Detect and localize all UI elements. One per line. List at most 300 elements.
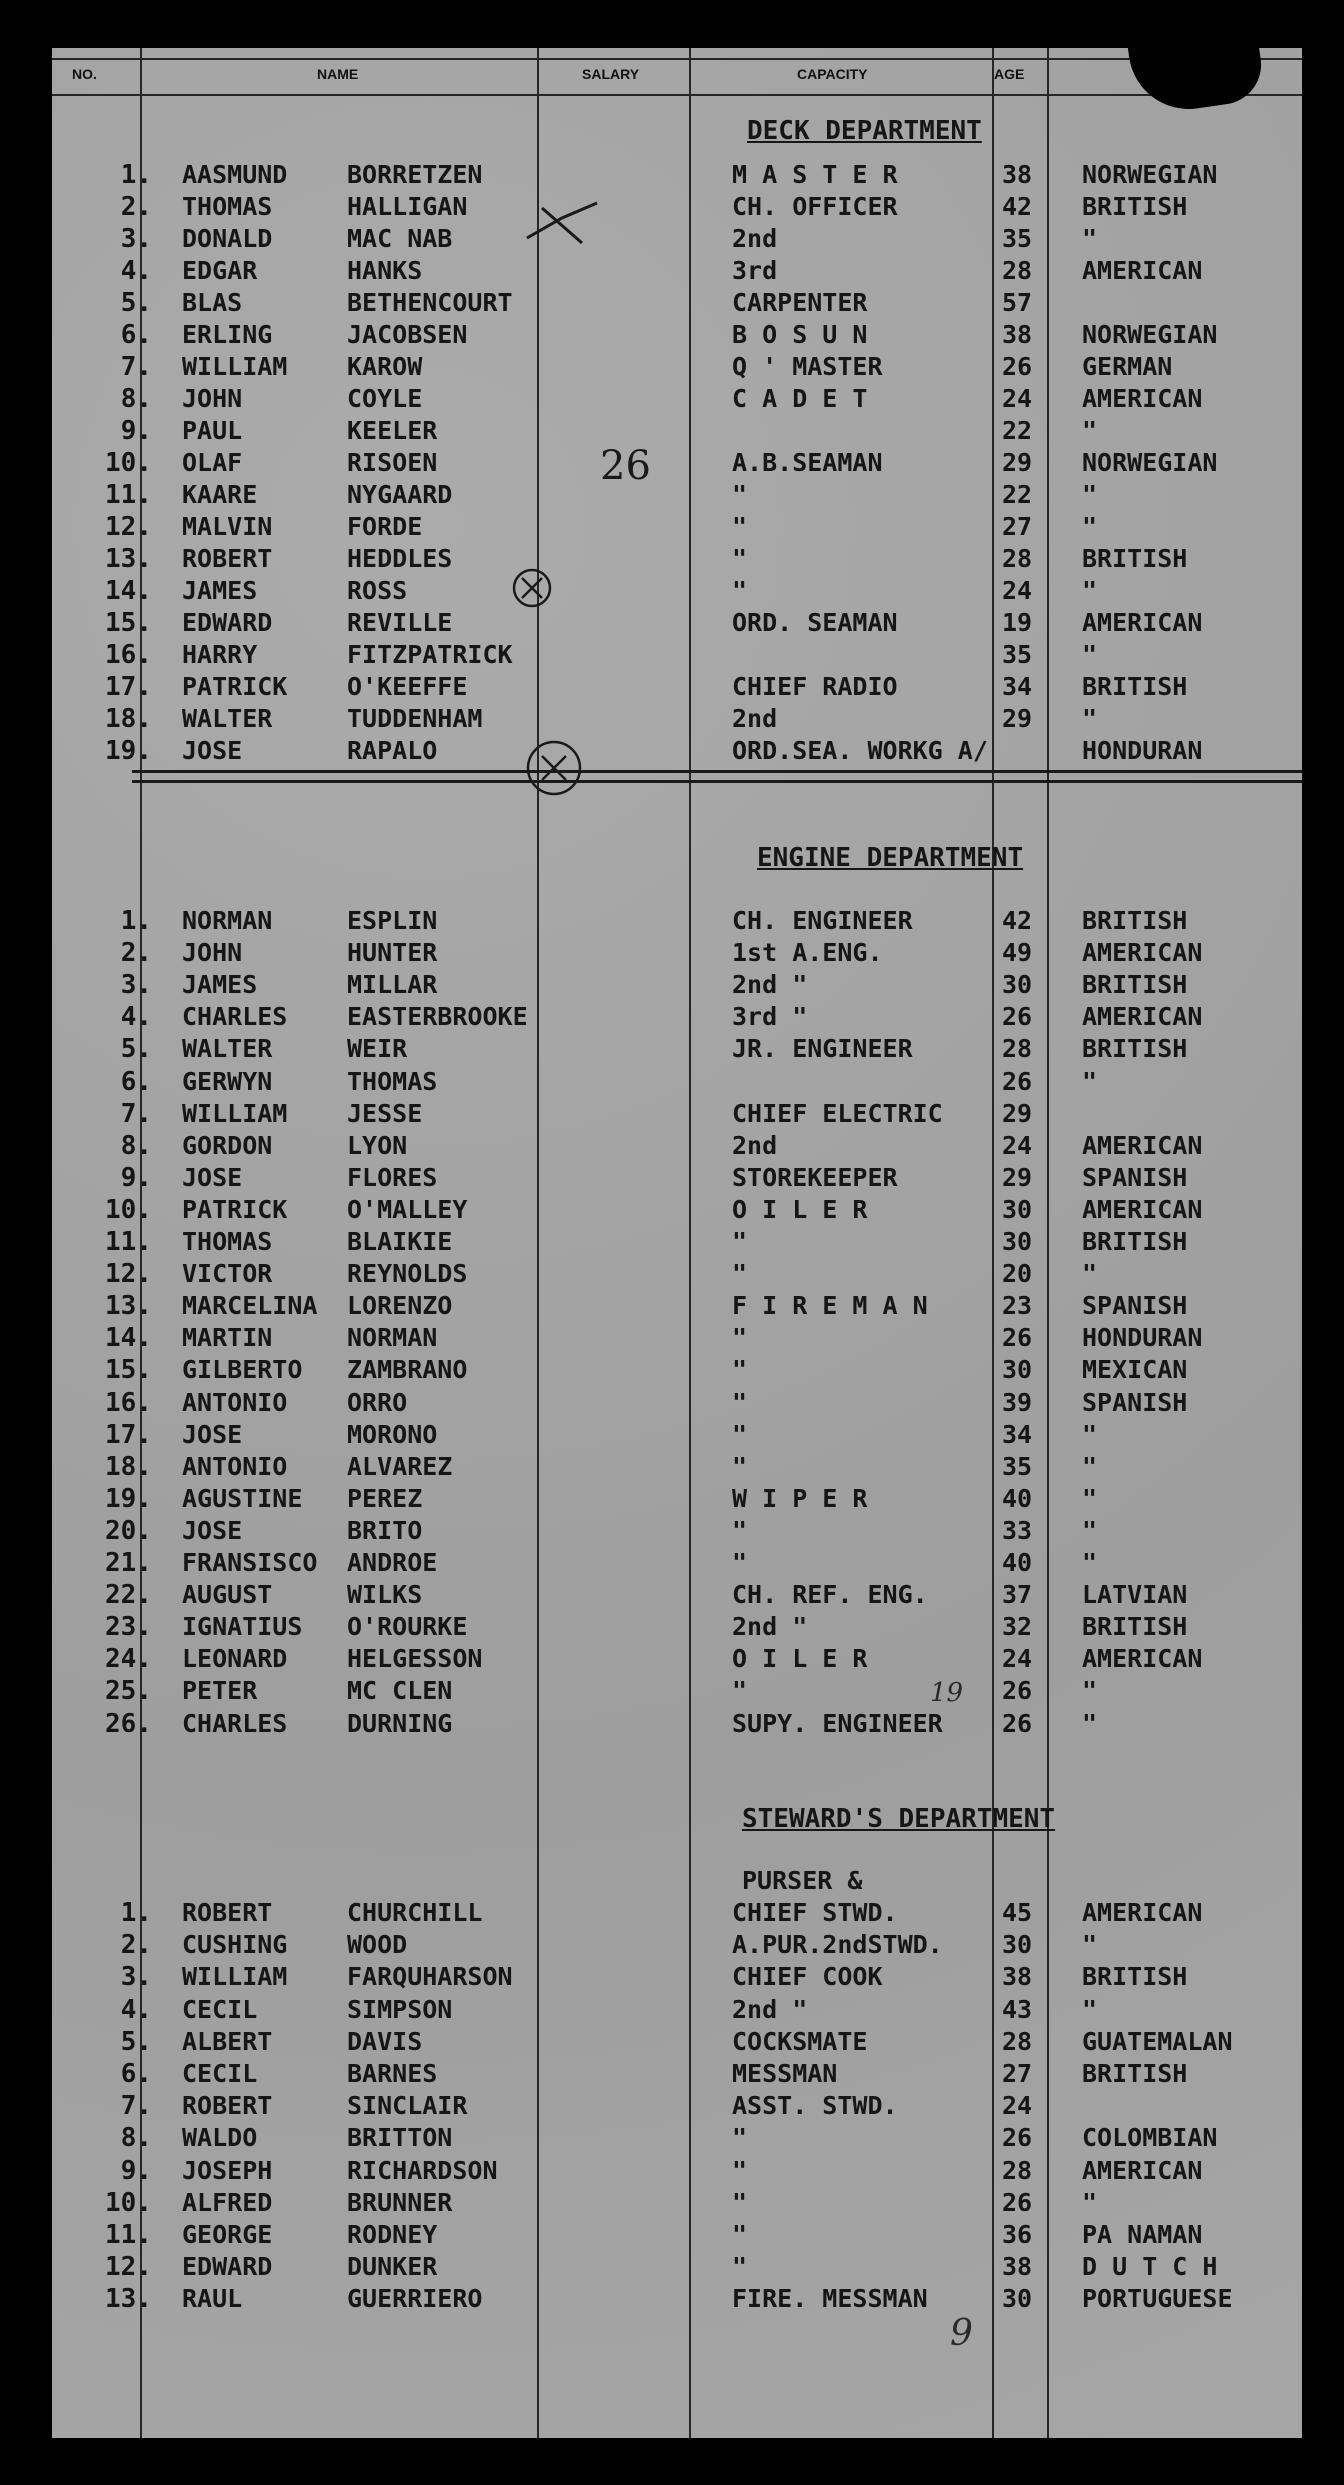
first-name: MARTIN bbox=[182, 1323, 273, 1353]
capacity: A.PUR.2ndSTWD. bbox=[732, 1930, 943, 1960]
purser-label: PURSER & bbox=[742, 1866, 863, 1895]
age: 24 bbox=[1002, 384, 1033, 413]
nationality: AMERICAN bbox=[1082, 1002, 1203, 1032]
nationality: NORWEGIAN bbox=[1082, 160, 1218, 189]
first-name: KAARE bbox=[182, 480, 258, 509]
capacity: " bbox=[732, 1548, 748, 1577]
crew-row bbox=[52, 1163, 1302, 1195]
last-name: RICHARDSON bbox=[347, 2155, 498, 2185]
nationality: " bbox=[1082, 224, 1098, 253]
crew-number: 7. bbox=[120, 352, 152, 382]
crew-number: 19. bbox=[105, 1483, 152, 1514]
capacity: STOREKEEPER bbox=[732, 1162, 898, 1192]
crew-number: 5. bbox=[120, 1034, 152, 1065]
nationality: BRITISH bbox=[1082, 544, 1188, 573]
crew-number: 9. bbox=[120, 1162, 152, 1193]
crew-row bbox=[52, 1259, 1302, 1291]
age: 40 bbox=[1002, 1548, 1033, 1577]
last-name: KAROW bbox=[347, 352, 423, 381]
crew-number: 9. bbox=[120, 2155, 152, 2186]
crew-number: 21. bbox=[105, 1548, 152, 1578]
crew-number: 15. bbox=[105, 1355, 152, 1386]
age: 23 bbox=[1002, 1291, 1033, 1321]
first-name: WILLIAM bbox=[182, 352, 288, 381]
torn-corner bbox=[1128, 48, 1266, 117]
first-name: GEORGE bbox=[182, 2220, 273, 2249]
nationality: MEXICAN bbox=[1082, 1355, 1188, 1385]
first-name: CECIL bbox=[182, 2059, 258, 2088]
nationality: BRITISH bbox=[1082, 906, 1188, 935]
last-name: HANKS bbox=[347, 256, 423, 285]
capacity: " bbox=[732, 1451, 748, 1481]
last-name: FLORES bbox=[347, 1162, 438, 1192]
first-name: GILBERTO bbox=[182, 1355, 303, 1385]
age: 26 bbox=[1002, 1066, 1033, 1096]
crew-number: 12. bbox=[105, 1259, 152, 1290]
first-name: GORDON bbox=[182, 1130, 273, 1160]
crew-number: 23. bbox=[105, 1612, 152, 1643]
crew-number: 16. bbox=[105, 640, 152, 670]
crew-number: 3. bbox=[120, 224, 152, 254]
crew-row bbox=[52, 352, 1302, 384]
last-name: BRITTON bbox=[347, 2123, 453, 2153]
crew-row bbox=[52, 480, 1302, 512]
age: 39 bbox=[1002, 1387, 1033, 1417]
last-name: MILLAR bbox=[347, 970, 438, 1000]
first-name: AASMUND bbox=[182, 160, 288, 189]
age: 38 bbox=[1002, 160, 1033, 189]
crew-row bbox=[52, 320, 1302, 352]
crew-row bbox=[52, 288, 1302, 320]
age: 26 bbox=[1002, 1708, 1033, 1738]
age: 26 bbox=[1002, 1002, 1033, 1032]
crew-row bbox=[52, 1323, 1302, 1355]
capacity: " bbox=[732, 544, 748, 573]
capacity: F I R E M A N bbox=[732, 1291, 928, 1321]
first-name: JAMES bbox=[182, 576, 258, 605]
crew-number: 15. bbox=[105, 608, 152, 638]
first-name: ROBERT bbox=[182, 2091, 273, 2121]
nationality: BRITISH bbox=[1082, 1612, 1188, 1642]
nationality: " bbox=[1082, 1676, 1098, 1706]
crew-row bbox=[52, 256, 1302, 288]
crew-number: 3. bbox=[120, 1962, 152, 1993]
nationality: " bbox=[1082, 512, 1098, 541]
crew-number: 3. bbox=[120, 970, 152, 1001]
capacity: 2nd bbox=[732, 704, 778, 733]
age: 35 bbox=[1002, 1451, 1033, 1481]
first-name: PATRICK bbox=[182, 672, 288, 701]
last-name: MORONO bbox=[347, 1419, 438, 1449]
capacity: ORD.SEA. WORKG A/ bbox=[732, 736, 988, 765]
capacity: SUPY. ENGINEER bbox=[732, 1708, 943, 1738]
age: 42 bbox=[1002, 906, 1033, 935]
last-name: KEELER bbox=[347, 416, 438, 445]
crew-number: 13. bbox=[105, 2284, 152, 2315]
crew-row bbox=[52, 1131, 1302, 1163]
crew-row bbox=[52, 1034, 1302, 1066]
check-mark-icon bbox=[522, 198, 602, 248]
capacity: " bbox=[732, 1355, 748, 1385]
crew-row bbox=[52, 1002, 1302, 1034]
capacity: O I L E R bbox=[732, 1194, 868, 1224]
crew-number: 8. bbox=[120, 2123, 152, 2154]
crew-number: 1. bbox=[120, 906, 152, 936]
nationality: BRITISH bbox=[1082, 1962, 1188, 1992]
last-name: EASTERBROOKE bbox=[347, 1002, 528, 1032]
age: 29 bbox=[1002, 1098, 1033, 1128]
crew-number: 14. bbox=[105, 1323, 152, 1354]
nationality: NORWEGIAN bbox=[1082, 320, 1218, 349]
nationality: GUATEMALAN bbox=[1082, 2026, 1233, 2056]
crew-row bbox=[52, 192, 1302, 224]
capacity: " bbox=[732, 2123, 748, 2153]
crew-number: 10. bbox=[105, 448, 152, 478]
age: 29 bbox=[1002, 448, 1033, 477]
age: 38 bbox=[1002, 2252, 1033, 2282]
last-name: THOMAS bbox=[347, 1066, 438, 1096]
crew-number: 5. bbox=[120, 288, 152, 318]
age: 24 bbox=[1002, 1644, 1033, 1674]
capacity: CHIEF STWD. bbox=[732, 1898, 898, 1927]
first-name: WALTER bbox=[182, 1034, 273, 1064]
last-name: FITZPATRICK bbox=[347, 640, 513, 669]
capacity: 2nd " bbox=[732, 1612, 808, 1642]
last-name: ALVAREZ bbox=[347, 1451, 453, 1481]
crew-number: 6. bbox=[120, 320, 152, 350]
nationality: " bbox=[1082, 1066, 1098, 1096]
first-name: JAMES bbox=[182, 970, 258, 1000]
age: 28 bbox=[1002, 256, 1033, 285]
crew-row bbox=[52, 2027, 1302, 2059]
crew-row bbox=[52, 736, 1302, 768]
first-name: AGUSTINE bbox=[182, 1483, 303, 1513]
capacity: 2nd " bbox=[732, 970, 808, 1000]
capacity: W I P E R bbox=[732, 1483, 868, 1513]
nationality: BRITISH bbox=[1082, 970, 1188, 1000]
nationality: BRITISH bbox=[1082, 1227, 1188, 1256]
first-name: ALBERT bbox=[182, 2026, 273, 2056]
header-rule bbox=[52, 94, 1302, 96]
last-name: HALLIGAN bbox=[347, 192, 468, 221]
crew-row bbox=[52, 938, 1302, 970]
nationality: HONDURAN bbox=[1082, 1323, 1203, 1353]
first-name: JOHN bbox=[182, 384, 243, 413]
capacity: JR. ENGINEER bbox=[732, 1034, 913, 1064]
crew-number: 4. bbox=[120, 1994, 152, 2025]
crew-number: 5. bbox=[120, 2026, 152, 2057]
age: 28 bbox=[1002, 1034, 1033, 1064]
header-age: AGE bbox=[994, 66, 1025, 82]
age: 28 bbox=[1002, 544, 1033, 573]
last-name: ESPLIN bbox=[347, 906, 438, 935]
crew-number: 6. bbox=[120, 1066, 152, 1097]
crew-row bbox=[52, 1388, 1302, 1420]
nationality: " bbox=[1082, 704, 1098, 733]
nationality: " bbox=[1082, 1548, 1098, 1577]
age: 34 bbox=[1002, 1419, 1033, 1449]
capacity: 2nd bbox=[732, 224, 778, 253]
age: 33 bbox=[1002, 1515, 1033, 1545]
nationality: " bbox=[1082, 1483, 1098, 1513]
capacity: CHIEF COOK bbox=[732, 1962, 883, 1992]
nationality: BRITISH bbox=[1082, 672, 1188, 701]
last-name: DURNING bbox=[347, 1708, 453, 1738]
last-name: HUNTER bbox=[347, 938, 438, 968]
first-name: THOMAS bbox=[182, 192, 273, 221]
age: 57 bbox=[1002, 288, 1033, 317]
age: 24 bbox=[1002, 2091, 1033, 2121]
crew-row bbox=[52, 970, 1302, 1002]
crew-row bbox=[52, 1580, 1302, 1612]
first-name: MALVIN bbox=[182, 512, 273, 541]
last-name: PEREZ bbox=[347, 1483, 423, 1513]
age: 35 bbox=[1002, 224, 1033, 253]
crew-row bbox=[52, 2252, 1302, 2284]
last-name: ANDROE bbox=[347, 1548, 438, 1577]
salary-note: 26 bbox=[600, 443, 651, 489]
age: 49 bbox=[1002, 938, 1033, 968]
crew-number: 17. bbox=[105, 1419, 152, 1450]
crew-row bbox=[52, 906, 1302, 938]
first-name: JOSE bbox=[182, 1419, 243, 1449]
age: 30 bbox=[1002, 970, 1033, 1000]
crew-number: 4. bbox=[120, 1002, 152, 1033]
first-name: NORMAN bbox=[182, 906, 273, 935]
nationality: BRITISH bbox=[1082, 2059, 1188, 2088]
first-name: JOSE bbox=[182, 736, 243, 765]
crew-number: 10. bbox=[105, 2187, 152, 2218]
nationality: " bbox=[1082, 1515, 1098, 1545]
nationality: AMERICAN bbox=[1082, 608, 1203, 637]
crew-number: 13. bbox=[105, 1291, 152, 1322]
last-name: COYLE bbox=[347, 384, 423, 413]
capacity: A.B.SEAMAN bbox=[732, 448, 883, 477]
first-name: GERWYN bbox=[182, 1066, 273, 1096]
crew-number: 2. bbox=[120, 192, 152, 222]
crew-row bbox=[52, 224, 1302, 256]
strikethrough-line bbox=[132, 780, 1302, 783]
age: 27 bbox=[1002, 512, 1033, 541]
last-name: BRUNNER bbox=[347, 2187, 453, 2217]
first-name: JOHN bbox=[182, 938, 243, 968]
nationality: " bbox=[1082, 1994, 1098, 2024]
age: 26 bbox=[1002, 352, 1033, 381]
last-name: O'KEEFFE bbox=[347, 672, 468, 701]
steward-department-title: STEWARD'S DEPARTMENT bbox=[742, 1804, 1056, 1834]
nationality: " bbox=[1082, 1259, 1098, 1289]
crew-number: 25. bbox=[105, 1676, 152, 1707]
age: 30 bbox=[1002, 1355, 1033, 1385]
capacity: " bbox=[732, 576, 748, 605]
crew-number: 6. bbox=[120, 2059, 152, 2089]
crew-number: 18. bbox=[105, 704, 152, 734]
last-name: JESSE bbox=[347, 1098, 423, 1128]
last-name: LORENZO bbox=[347, 1291, 453, 1321]
first-name: HARRY bbox=[182, 640, 258, 669]
first-name: CHARLES bbox=[182, 1708, 288, 1738]
crew-number: 20. bbox=[105, 1515, 152, 1546]
crew-number: 17. bbox=[105, 672, 152, 702]
age: 32 bbox=[1002, 1612, 1033, 1642]
crew-row bbox=[52, 1676, 1302, 1708]
capacity: CH. OFFICER bbox=[732, 192, 898, 221]
last-name: BLAIKIE bbox=[347, 1227, 453, 1256]
first-name: ANTONIO bbox=[182, 1451, 288, 1481]
crew-number: 26. bbox=[105, 1708, 152, 1739]
age: 37 bbox=[1002, 1580, 1033, 1610]
header-capacity: CAPACITY bbox=[797, 66, 868, 82]
last-name: WEIR bbox=[347, 1034, 408, 1064]
nationality: " bbox=[1082, 1708, 1098, 1738]
first-name: PETER bbox=[182, 1676, 258, 1706]
age: 34 bbox=[1002, 672, 1033, 701]
capacity: CHIEF ELECTRIC bbox=[732, 1098, 943, 1128]
crew-row bbox=[52, 2091, 1302, 2123]
crew-number: 8. bbox=[120, 1130, 152, 1161]
last-name: HEDDLES bbox=[347, 544, 453, 573]
capacity: 1st A.ENG. bbox=[732, 938, 883, 968]
first-name: ROBERT bbox=[182, 544, 273, 573]
first-name: EDWARD bbox=[182, 2252, 273, 2282]
capacity: CHIEF RADIO bbox=[732, 672, 898, 701]
age: 29 bbox=[1002, 1162, 1033, 1192]
crew-number: 4. bbox=[120, 256, 152, 286]
crew-row bbox=[52, 672, 1302, 704]
last-name: WILKS bbox=[347, 1580, 423, 1610]
crew-row bbox=[52, 1195, 1302, 1227]
crew-number: 1. bbox=[120, 160, 152, 190]
nationality: " bbox=[1082, 1930, 1098, 1960]
last-name: NORMAN bbox=[347, 1323, 438, 1353]
age: 28 bbox=[1002, 2026, 1033, 2056]
age: 26 bbox=[1002, 2123, 1033, 2153]
first-name: MARCELINA bbox=[182, 1291, 318, 1321]
capacity: " bbox=[732, 1227, 748, 1256]
nationality: AMERICAN bbox=[1082, 256, 1203, 285]
capacity: FIRE. MESSMAN bbox=[732, 2284, 928, 2314]
age: 22 bbox=[1002, 416, 1033, 445]
last-name: MC CLEN bbox=[347, 1676, 453, 1706]
nationality: " bbox=[1082, 576, 1098, 605]
crew-row bbox=[52, 416, 1302, 448]
nationality: BRITISH bbox=[1082, 1034, 1188, 1064]
nationality: AMERICAN bbox=[1082, 2155, 1203, 2185]
capacity: CARPENTER bbox=[732, 288, 868, 317]
last-name: BETHENCOURT bbox=[347, 288, 513, 317]
first-name: OLAF bbox=[182, 448, 243, 477]
age: 19 bbox=[1002, 608, 1033, 637]
top-rule bbox=[52, 58, 1302, 60]
crew-number: 18. bbox=[105, 1451, 152, 1482]
first-name: JOSE bbox=[182, 1162, 243, 1192]
nationality: " bbox=[1082, 416, 1098, 445]
crew-row bbox=[52, 1516, 1302, 1548]
capacity: 2nd bbox=[732, 1130, 778, 1160]
age: 22 bbox=[1002, 480, 1033, 509]
last-name: O'MALLEY bbox=[347, 1194, 468, 1224]
capacity: O I L E R bbox=[732, 1644, 868, 1674]
crew-row bbox=[52, 1067, 1302, 1099]
crew-row bbox=[52, 1355, 1302, 1387]
first-name: RAUL bbox=[182, 2284, 243, 2314]
first-name: PATRICK bbox=[182, 1194, 288, 1224]
age: 24 bbox=[1002, 576, 1033, 605]
nationality: HONDURAN bbox=[1082, 736, 1203, 765]
crew-row bbox=[52, 2188, 1302, 2220]
nationality: " bbox=[1082, 1419, 1098, 1449]
capacity: " bbox=[732, 2220, 748, 2249]
crew-number: 11. bbox=[105, 2220, 152, 2250]
capacity: " bbox=[732, 2155, 748, 2185]
last-name: DAVIS bbox=[347, 2026, 423, 2056]
age: 29 bbox=[1002, 704, 1033, 733]
crew-number: 7. bbox=[120, 2091, 152, 2122]
crew-row bbox=[52, 2059, 1302, 2091]
capacity: MESSMAN bbox=[732, 2059, 838, 2088]
age: 42 bbox=[1002, 192, 1033, 221]
crew-row bbox=[52, 608, 1302, 640]
capacity: " bbox=[732, 1419, 748, 1449]
nationality: LATVIAN bbox=[1082, 1580, 1188, 1610]
crew-row bbox=[52, 1995, 1302, 2027]
age: 45 bbox=[1002, 1898, 1033, 1927]
crew-row bbox=[52, 1612, 1302, 1644]
last-name: DUNKER bbox=[347, 2252, 438, 2282]
crew-number: 22. bbox=[105, 1580, 152, 1611]
first-name: WILLIAM bbox=[182, 1962, 288, 1992]
last-name: RAPALO bbox=[347, 736, 438, 765]
last-name: NYGAARD bbox=[347, 480, 453, 509]
first-name: PAUL bbox=[182, 416, 243, 445]
last-name: O'ROURKE bbox=[347, 1612, 468, 1642]
capacity: Q ' MASTER bbox=[732, 352, 883, 381]
capacity: 3rd " bbox=[732, 1002, 808, 1032]
first-name: VICTOR bbox=[182, 1259, 273, 1289]
last-name: TUDDENHAM bbox=[347, 704, 483, 733]
last-name: RISOEN bbox=[347, 448, 438, 477]
crew-list-document bbox=[52, 48, 1302, 2438]
crew-number: 24. bbox=[105, 1644, 152, 1675]
age: 26 bbox=[1002, 2187, 1033, 2217]
age: 28 bbox=[1002, 2155, 1033, 2185]
capacity: " bbox=[732, 480, 748, 509]
pencil-note: 9 bbox=[950, 2313, 973, 2354]
last-name: GUERRIERO bbox=[347, 2284, 483, 2314]
crew-number: 10. bbox=[105, 1194, 152, 1225]
crew-row bbox=[52, 1420, 1302, 1452]
capacity: " bbox=[732, 1259, 748, 1289]
crew-row bbox=[52, 2156, 1302, 2188]
first-name: WALDO bbox=[182, 2123, 258, 2153]
capacity: C A D E T bbox=[732, 384, 868, 413]
nationality: BRITISH bbox=[1082, 192, 1188, 221]
crew-row bbox=[52, 160, 1302, 192]
capacity: CH. REF. ENG. bbox=[732, 1580, 928, 1610]
last-name: LYON bbox=[347, 1130, 408, 1160]
age: 27 bbox=[1002, 2059, 1033, 2088]
crew-number: 2. bbox=[120, 938, 152, 969]
capacity: B O S U N bbox=[732, 320, 868, 349]
crew-number: 9. bbox=[120, 416, 152, 446]
crew-row bbox=[52, 2284, 1302, 2316]
crew-row bbox=[52, 1099, 1302, 1131]
last-name: FORDE bbox=[347, 512, 423, 541]
nationality: AMERICAN bbox=[1082, 938, 1203, 968]
deck-department-title: DECK DEPARTMENT bbox=[747, 116, 982, 146]
nationality: SPANISH bbox=[1082, 1387, 1188, 1417]
nationality: " bbox=[1082, 640, 1098, 669]
